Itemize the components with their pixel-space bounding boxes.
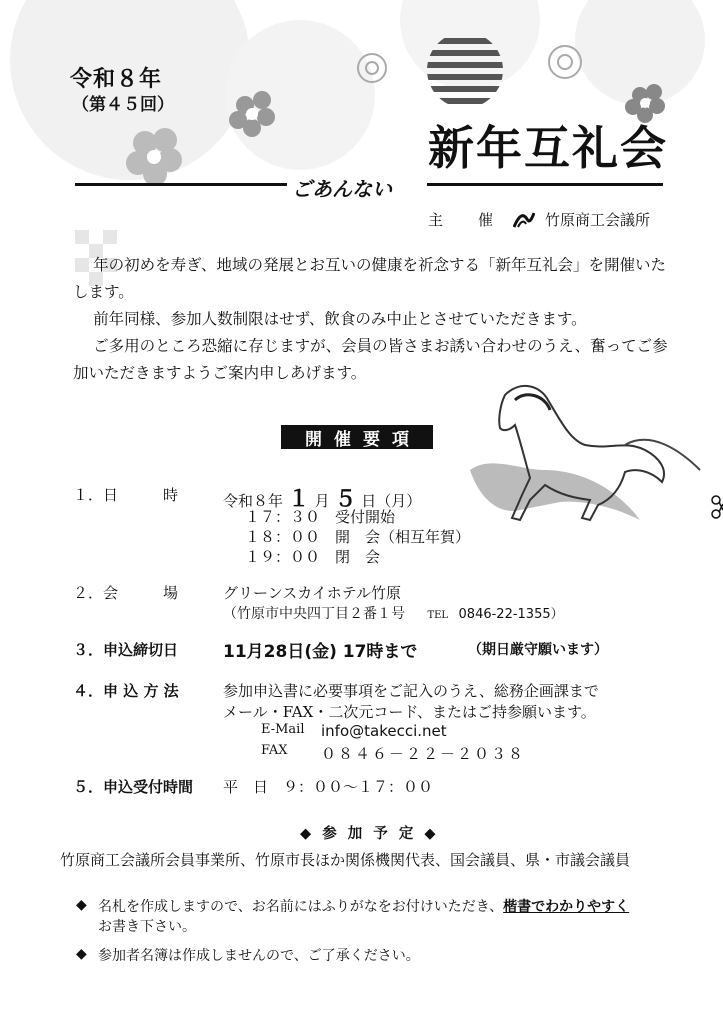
divider-right — [427, 183, 663, 186]
note-bullet: ◆ — [76, 897, 87, 913]
bg-circle — [225, 20, 375, 170]
plan-heading: ◆ 参 加 予 定 ◆ — [300, 825, 439, 842]
guide-heading: ごあんない — [292, 177, 392, 201]
note-1 — [76, 897, 686, 941]
schedule-item: １９：００ 閉 会 — [245, 548, 381, 566]
method-line2: メール・FAX・二次元コード、またはご持参願います。 — [223, 703, 596, 721]
intro-paragraph: ご多用のところ恐縮に存じますが、会員の皆さまお誘い合わせのうえ、奮ってご参加いただきますようご案内申しあげます。 — [73, 337, 668, 382]
deadline-note: （期日厳守願います） — [468, 642, 608, 658]
item-hours-label: ５．申込受付時間 — [73, 778, 194, 796]
chamber-logo-icon — [513, 211, 535, 229]
edition-number: （第４５回） — [72, 95, 174, 115]
horse-illustration — [470, 386, 700, 520]
host-name: 竹原商工会議所 — [545, 211, 651, 229]
email-address: info@takecci.net — [321, 722, 447, 740]
fax-label: FAX — [261, 743, 288, 758]
venue-name: グリーンスカイホテル竹原 — [223, 584, 402, 602]
deadline-value: 11月28日(金) 17時まで — [223, 642, 418, 662]
date-month: １ — [287, 486, 310, 512]
date-pre: 令和８年 — [223, 492, 284, 510]
item-date-label: １．日 時 — [73, 486, 179, 504]
schedule-item: １７：３０ 受付開始 — [245, 508, 396, 526]
host-label: 主 催 — [428, 211, 504, 229]
item-venue-label: ２．会 場 — [73, 584, 179, 602]
intro-text — [73, 252, 673, 387]
venue-address — [223, 603, 564, 623]
note-2 — [76, 946, 686, 968]
note-2-text: 参加者名簿は作成しませんので、ご了承ください。 — [98, 948, 420, 964]
scissors-icon — [712, 496, 723, 518]
venue-address-text: （竹原市中央四丁目２番１号 — [223, 606, 405, 622]
tel-number: 0846-22-1355） — [458, 607, 564, 622]
item-method-label: ４．申 込 方 法 — [73, 682, 179, 700]
schedule-item: １８：００ 開 会（相互年賀） — [245, 528, 471, 546]
email-label: E-Mail — [261, 722, 305, 737]
section-heading: 開催要項 — [281, 425, 433, 449]
note-1-part: 名札を作成しますので、お名前にはふりがなをお付けいただき、 — [98, 899, 504, 915]
fax-number: ０８４６－２２－２０３８ — [321, 745, 526, 763]
method-line1: 参加申込書に必要事項をご記入のうえ、総務企画課まで — [223, 682, 599, 700]
intro-paragraph: 前年同様、参加人数制限はせず、飲食のみ中止とさせていただきます。 — [93, 310, 587, 328]
tel-label: TEL — [427, 610, 449, 621]
page-title: 新年互礼会 — [428, 121, 668, 175]
host-line — [428, 209, 650, 230]
date-day-unit: 日（月） — [361, 492, 422, 510]
divider-left — [75, 183, 287, 186]
note-bullet: ◆ — [76, 946, 87, 962]
era-year: 令和８年 — [70, 66, 163, 92]
note-1-part: お書き下さい。 — [98, 919, 196, 935]
date-day: ５ — [334, 486, 357, 512]
plan-body: 竹原商工会議所会員事業所、竹原市長ほか関係機関代表、国会議員、県・市議会議員 — [60, 851, 631, 869]
hours-value: 平 日 ９：００～１７：００ — [223, 778, 434, 796]
item-deadline-label: ３．申込締切日 — [73, 641, 179, 659]
note-1-text — [98, 897, 678, 937]
intro-paragraph: 年の初めを寿ぎ、地域の発展とお互いの健康を祈念する「新年互礼会」を開催いたします。 — [73, 256, 667, 301]
date-month-unit: 月 — [314, 492, 330, 510]
note-1-emphasis: 楷書でわかりやすく — [503, 899, 630, 915]
